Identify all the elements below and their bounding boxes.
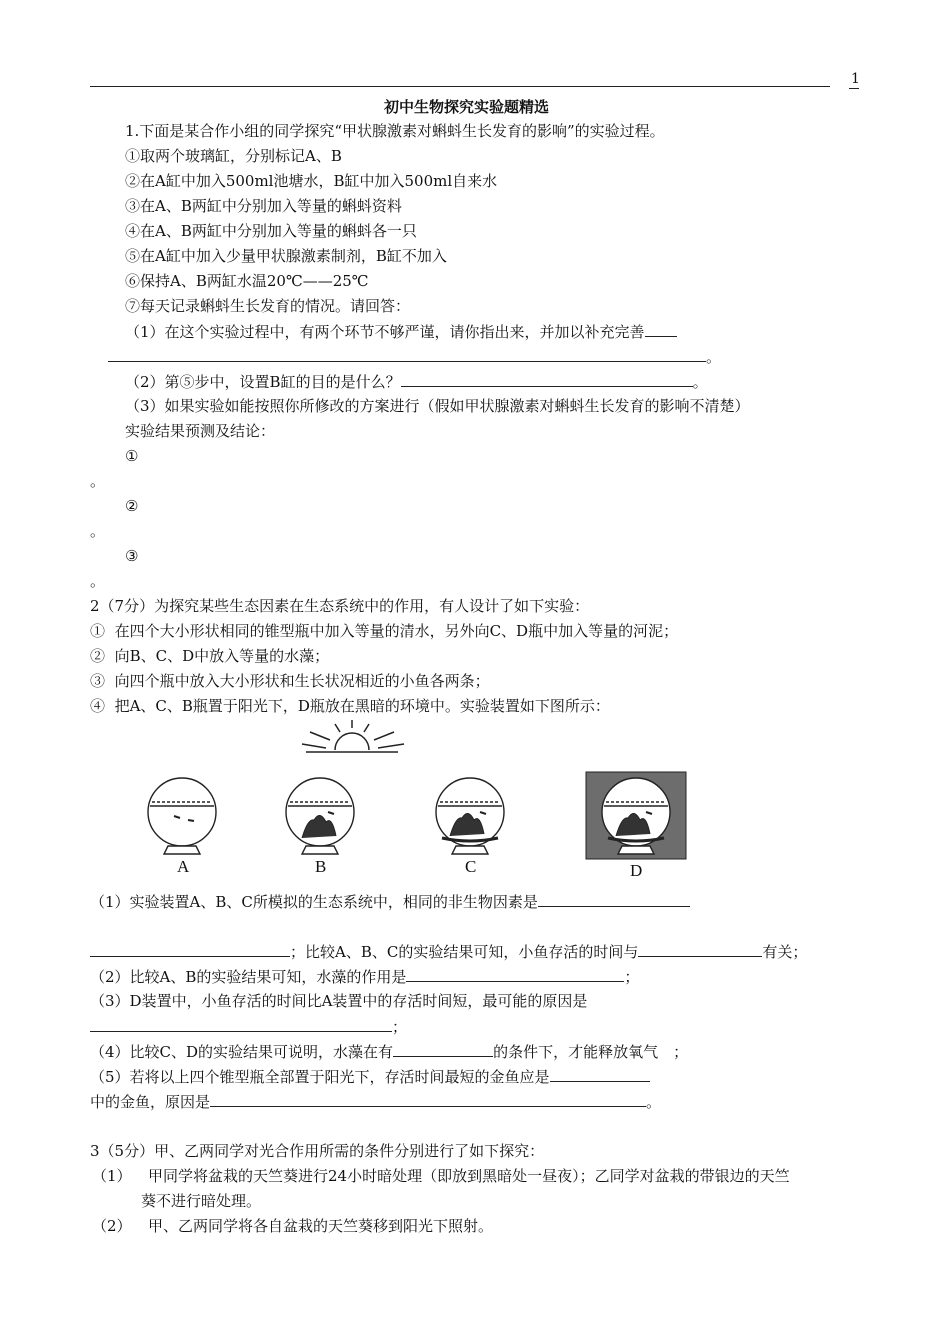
q1-step: ⑦每天记录蝌蚪生长发育的情况。请回答： xyxy=(125,297,411,315)
prediction-1: ① xyxy=(125,447,139,465)
q3-item-num: （2） xyxy=(92,1217,132,1235)
q3-intro: 3（5分）甲、乙两同学对光合作用所需的条件分别进行了如下探究： xyxy=(90,1142,545,1160)
q1-sub1 xyxy=(125,324,677,340)
figure-label-b: B xyxy=(315,857,327,876)
period: 。 xyxy=(90,522,106,540)
header-rule xyxy=(90,86,830,87)
q2-sub3: （3）D装置中，小鱼存活的时间比A装置中的存活时间短，最可能的原因是 xyxy=(90,992,588,1010)
q1-sub3-line2: 实验结果预测及结论： xyxy=(125,422,276,440)
answer-blank[interactable] xyxy=(406,969,624,982)
page-number-underline xyxy=(849,88,859,89)
q1-step: ⑥保持A、B两缸水温20℃——25℃ xyxy=(125,272,369,290)
answer-blank[interactable] xyxy=(638,944,762,957)
q2-step: ② 向B、C、D中放入等量的水藻； xyxy=(90,647,330,665)
q2-step: ③ 向四个瓶中放入大小形状和生长状况相近的小鱼各两条； xyxy=(90,672,490,690)
q2-sub4: （4）比较C、D的实验结果可说明，水藻在有 的条件下，才能释放氧气 ； xyxy=(90,1043,689,1061)
q2-sub3-line2: ； xyxy=(90,1019,407,1035)
q2-sub1-text-c: 有关； xyxy=(762,943,808,961)
period: 。 xyxy=(706,348,722,366)
q2-sub1-text-b: ；比较A、B、C的实验结果可知，小鱼存活的时间与 xyxy=(290,943,639,961)
q3-item-num: （1） xyxy=(92,1167,132,1185)
flask-b xyxy=(286,778,354,854)
answer-blank[interactable] xyxy=(401,374,693,387)
q1-sub2-text: （2）第⑤步中，设置B缸的目的是什么？ xyxy=(125,373,401,391)
q2-step: ④ 把A、C、B瓶置于阳光下，D瓶放在黑暗的环境中。实验装置如下图所示： xyxy=(90,697,610,715)
answer-blank[interactable] xyxy=(210,1094,646,1107)
q2-step: ① 在四个大小形状相同的锥型瓶中加入等量的清水，另外向C、D瓶中加入等量的河泥； xyxy=(90,622,679,640)
q1-sub3: （3）如果实验如能按照你所修改的方案进行（假如甲状腺激素对蝌蚪生长发育的影响不清楚） xyxy=(125,397,750,415)
period: 。 xyxy=(90,472,106,490)
q2-sub1-line2 xyxy=(90,944,807,960)
q1-step: ①取两个玻璃缸，分别标记A、B xyxy=(125,147,342,165)
answer-blank[interactable] xyxy=(645,324,677,337)
period: 。 xyxy=(692,373,708,391)
sun-icon xyxy=(302,720,404,752)
answer-blank[interactable] xyxy=(393,1044,493,1057)
q2-sub4-text: （4）比较C、D的实验结果可说明，水藻在有 xyxy=(90,1043,394,1061)
q1-step: ②在A缸中加入500ml池塘水，B缸中加入500ml自来水 xyxy=(125,172,498,190)
q3-item: 葵不进行暗处理。 xyxy=(141,1192,262,1210)
period: 。 xyxy=(90,572,106,590)
flask-c xyxy=(436,778,504,854)
prediction-3: ③ xyxy=(125,547,139,565)
figure-label-d: D xyxy=(630,861,643,880)
q1-step: ⑤在A缸中加入少量甲状腺激素制剂，B缸不加入 xyxy=(125,247,447,265)
q2-sub5-line2: 中的金鱼，原因是 。 xyxy=(90,1093,662,1111)
answer-blank[interactable] xyxy=(538,894,690,907)
flask-a xyxy=(148,778,216,854)
answer-blank[interactable] xyxy=(90,1019,392,1032)
q1-step: ③在A、B两缸中分别加入等量的蝌蚪资料 xyxy=(125,197,402,215)
q1-step: ④在A、B两缸中分别加入等量的蝌蚪各一只 xyxy=(125,222,417,240)
answer-blank[interactable] xyxy=(90,944,290,957)
figure-label-c: C xyxy=(465,857,477,876)
q2-intro: 2（7分）为探究某些生态因素在生态系统中的作用，有人设计了如下实验： xyxy=(90,597,590,615)
answer-blank[interactable] xyxy=(108,349,706,362)
figure-label-a: A xyxy=(177,857,190,876)
experiment-figure xyxy=(130,720,690,885)
q2-sub2-text: （2）比较A、B的实验结果可知，水藻的作用是 xyxy=(90,968,407,986)
prediction-2: ② xyxy=(125,497,139,515)
page-number: 1 xyxy=(851,71,860,87)
q1-sub2 xyxy=(125,374,708,390)
q2-sub2: （2）比较A、B的实验结果可知，水藻的作用是 ； xyxy=(90,968,640,986)
q3-item: 甲、乙两同学将各自盆栽的天竺葵移到阳光下照射。 xyxy=(148,1217,494,1235)
q2-sub1 xyxy=(90,894,690,910)
q1-sub1-text: （1）在这个实验过程中，有两个环节不够严谨，请你指出来，并加以补充完善 xyxy=(125,323,645,341)
q2-sub5 xyxy=(90,1069,650,1085)
answer-blank[interactable] xyxy=(550,1069,650,1082)
page-title: 初中生物探究实验题精选 xyxy=(384,98,550,116)
q2-sub1-text: （1）实验装置A、B、C所模拟的生态系统中，相同的非生物因素是 xyxy=(90,893,538,911)
q3-item: 甲同学将盆栽的天竺葵进行24小时暗处理（即放到黑暗处一昼夜）；乙同学对盆栽的带银边的天竺 xyxy=(148,1167,790,1185)
q2-sub5-text: （5）若将以上四个锥型瓶全部置于阳光下，存活时间最短的金鱼应是 xyxy=(90,1068,550,1086)
q1-intro: 1.下面是某合作小组的同学探究“甲状腺激素对蝌蚪生长发育的影响”的实验过程。 xyxy=(125,122,665,140)
q1-sub1-line2 xyxy=(108,349,721,365)
